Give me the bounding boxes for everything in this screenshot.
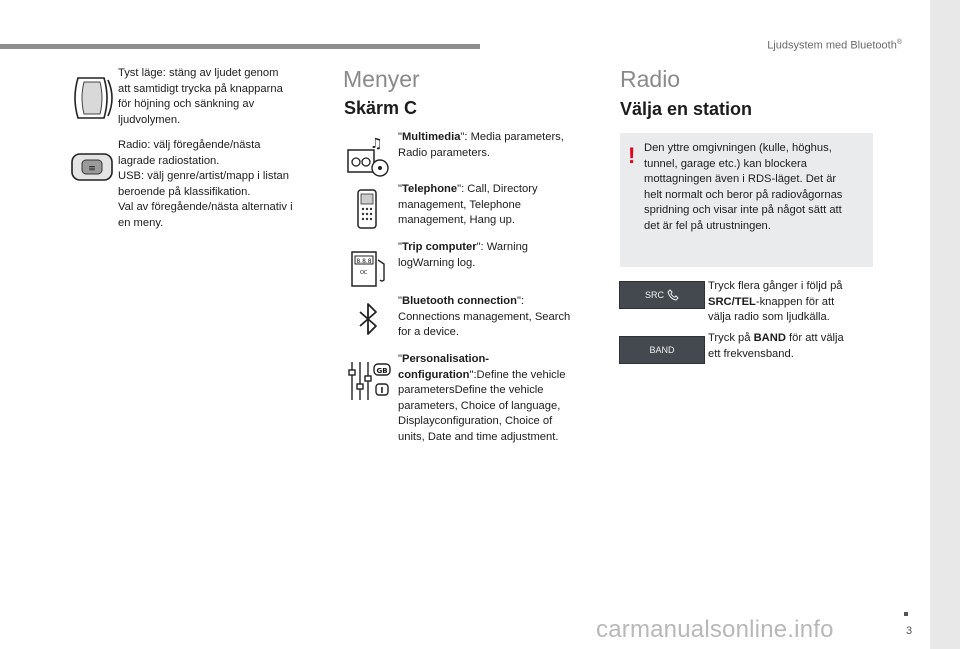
menu-trip-line2: logWarning log. <box>398 256 476 269</box>
menu-personalisation-line5: Displayconfiguration, Choice of <box>398 415 553 427</box>
svg-text:♫: ♫ <box>370 136 383 152</box>
radio-item <box>62 138 322 238</box>
multimedia-icon <box>346 136 390 180</box>
steering-control-mute-icon <box>68 70 118 126</box>
menu-telephone-line2: management, Telephone <box>398 198 521 211</box>
src-tel-button-image <box>619 281 705 309</box>
svg-text:I: I <box>380 386 384 395</box>
radio-line: Radio: välj föregående/nästa <box>118 139 261 151</box>
telephone-icon <box>346 188 390 232</box>
src-line3: välja radio som ljudkälla. <box>708 311 830 323</box>
warning-line: mottagningen även i RDS-läget. Det är <box>644 173 837 185</box>
menu-bluetooth <box>346 294 596 350</box>
band-line2: ett frekvensband. <box>708 347 794 360</box>
menu-bluetooth-line1: "Bluetooth connection": <box>398 295 525 307</box>
menu-multimedia <box>346 130 596 182</box>
mute-line: för höjning och sänkning av <box>118 98 255 110</box>
menu-personalisation-line4: parameters, Choice of language, <box>398 399 561 412</box>
menu-bluetooth-line3: for a device. <box>398 326 459 338</box>
menu-personalisation-line1: "Personalisation- <box>398 353 490 365</box>
src-line1: Tryck flera gånger i följd på <box>708 280 843 292</box>
radio-title: Radio <box>620 66 681 92</box>
menu-personalisation-line2: configuration":Define the vehicle <box>398 368 566 381</box>
menu-telephone-line3: management, Hang up. <box>398 214 515 226</box>
menu-telephone-line1: "Telephone": Call, Directory <box>398 183 538 195</box>
mute-item <box>62 66 322 136</box>
menu-trip-line1: "Trip computer": Warning <box>398 241 529 253</box>
src-instruction <box>708 279 843 326</box>
steering-control-radio-icon <box>68 148 118 188</box>
radio-line: en meny. <box>118 216 164 229</box>
radio-subtitle: Välja en station <box>620 99 753 119</box>
src-line2: SRC/TEL-knappen för att <box>708 295 835 308</box>
band-button-image <box>619 336 705 364</box>
svg-text:8.8.8: 8.8.8 <box>356 258 372 265</box>
menus-subtitle: Skärm C <box>344 98 418 118</box>
menu-bluetooth-line2: Connections management, Search <box>398 310 571 323</box>
mute-line: att samtidigt trycka på knapparna <box>118 82 283 95</box>
trip-computer-icon <box>346 246 390 290</box>
menu-personalisation-line6: units, Date and time adjustment. <box>398 430 559 443</box>
warning-line: det är fel på utrustningen. <box>644 219 771 232</box>
bluetooth-icon <box>346 298 390 342</box>
band-line1: Tryck på BAND för att välja <box>708 332 844 344</box>
warning-icon: ! <box>628 143 636 168</box>
warning-line: helt normalt och beror på radiovågornas <box>644 188 843 201</box>
warning-line: tunnel, garage etc.) kan blockera <box>644 157 807 170</box>
menu-trip-computer <box>346 240 596 292</box>
menu-multimedia-line2: Radio parameters. <box>398 146 491 159</box>
mute-line: Tyst läge: stäng av ljudet genom <box>118 67 279 79</box>
band-label: BAND <box>649 345 675 355</box>
menu-personalisation <box>346 352 596 448</box>
radio-line: lagrade radiostation. <box>118 154 220 167</box>
personalisation-icon <box>346 358 394 406</box>
chapter-title: Ljudsystem med Bluetooth® <box>767 39 902 52</box>
radio-line: USB: välj genre/artist/mapp i listan <box>118 170 289 182</box>
phone-icon <box>667 289 679 301</box>
svg-text:OC: OC <box>360 270 368 276</box>
radio-line: beroende på klassifikation. <box>118 185 251 198</box>
warning-line: spridning och visar inte på något sätt att <box>644 204 842 216</box>
watermark: carmanualsonline.info <box>596 616 834 643</box>
menu-personalisation-line3: parametersDefine the vehicle <box>398 384 544 396</box>
mute-line: ljudvolymen. <box>118 113 181 126</box>
page-marker <box>904 612 908 616</box>
warning-line: Den yttre omgivningen (kulle, höghus, <box>644 142 832 154</box>
header-rule <box>0 44 480 49</box>
src-label: SRC <box>644 290 664 300</box>
page-number: 3 <box>906 625 913 637</box>
menus-title: Menyer <box>343 66 420 92</box>
svg-text:GB: GB <box>376 367 388 375</box>
menu-multimedia-line1: "Multimedia": Media parameters, <box>398 131 564 143</box>
band-instruction <box>708 331 844 362</box>
svg-text:≡: ≡ <box>88 164 96 174</box>
warning-box <box>620 133 873 267</box>
page-side-strip <box>930 0 960 649</box>
radio-line: Val av föregående/nästa alternativ i <box>118 201 293 213</box>
menu-telephone <box>346 182 596 238</box>
